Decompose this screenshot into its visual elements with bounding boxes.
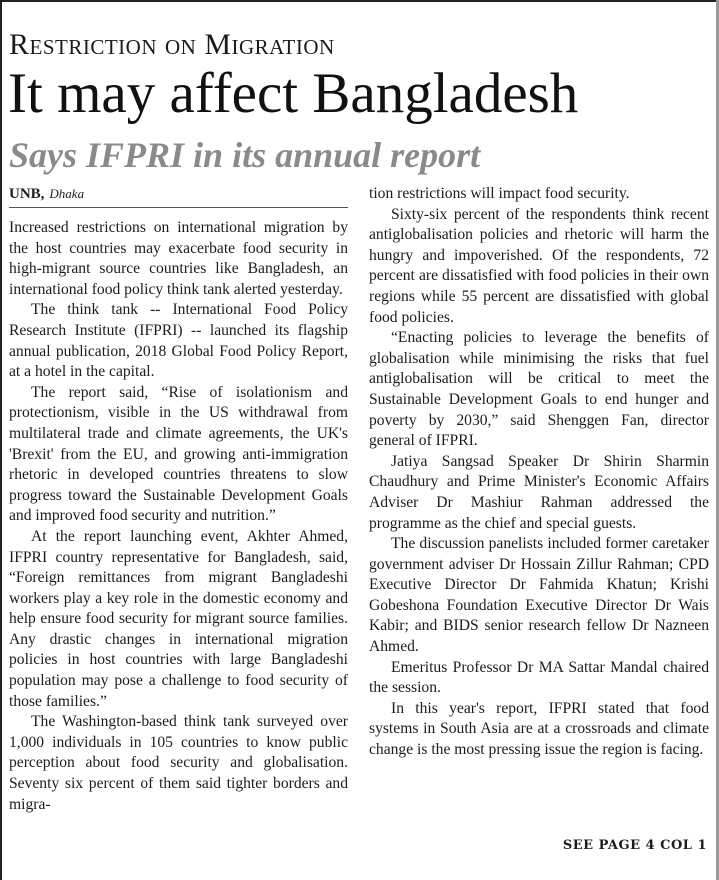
byline-rule [9, 207, 348, 208]
paragraph: The Washington-based think tank surveyed over 1,000 individuals in 105 countries to know public perception about food security and globalisation. Seventy six percent of them said tighter borders and migra- [9, 713, 348, 813]
paragraph: The report said, “Rise of isolationism and protectionism, visible in the US withdrawal from multilateral trade and climate agreements, the UK's 'Brexit' from the EU, and growing anti-immigration rhetoric in developed countries threatens to slow progress toward the Sustainable Development Goals and improved food security and nutrition.” [9, 383, 348, 525]
paragraph: At the report launching event, Akhter Ahmed, IFPRI country representative for Bangladesh, said, “Foreign remittances from migrant Bangladeshi workers play a key role in the domestic economy and help ensure food security for migrant source families. Any drastic changes in international migration policies in host countries with large Bangladeshi population may pose a challenge to food security of those families.” [9, 527, 348, 710]
paragraph: The discussion panelists included former caretaker government adviser Dr Hossain Zillur Rahman; CPD Executive Director Dr Fahmida Khatun; Krishi Gobeshona Foundation Executive Director Dr Wais Kabir; and BIDS senior research fellow Dr Nazneen Ahmed. [369, 535, 709, 656]
paragraph: tion restrictions will impact food security. [369, 185, 630, 202]
paragraph: “Enacting policies to leverage the benefits of globalisation while minimising the risks that fuel antiglobalisation will be critical to meet the Sustainable Development Goals to end hunger and poverty by 2030,” said Shenggen Fan, director general of IFPRI. [369, 329, 709, 450]
paragraph: The think tank -- International Food Policy Research Institute (IFPRI) -- launched its flagship annual publication, 2018 Global Food Policy Report, at a hotel in the capital. [9, 301, 348, 381]
headline: It may affect Bangladesh [8, 62, 579, 125]
clipping-border-left [0, 0, 2, 880]
continuation-note: SEE PAGE 4 COL 1 [562, 838, 707, 853]
byline [9, 184, 84, 204]
byline-agency: UNB, [9, 186, 45, 202]
clipping-border-top [0, 0, 719, 2]
paragraph: In this year's report, IFPRI stated that food systems in South Asia are at a crossroads and climate change is the most pressing issue the region is facing. [369, 699, 709, 759]
paragraph: Jatiya Sangsad Speaker Dr Shirin Sharmin Chaudhury and Prime Minister's Economic Affairs Adviser Dr Mashiur Rahman addressed the programme as the chief and special guests. [369, 452, 709, 532]
article-column-left [9, 218, 348, 815]
byline-place: Dhaka [49, 186, 85, 201]
kicker: Restriction on Migration [9, 28, 335, 61]
paragraph: Emeritus Professor Dr MA Sattar Mandal chaired the session. [369, 658, 709, 697]
paragraph: Increased restrictions on international migration by the host countries may exacerbate food security in high-migrant source countries like Bangladesh, an international food policy think tank alerted yesterday. [9, 219, 348, 298]
subheadline: Says IFPRI in its annual report [9, 135, 481, 175]
paragraph: Sixty-six percent of the respondents think recent antiglobalisation policies and rhetoric will harm the hungry and impoverished. Of the respondents, 72 percent are dissatisfied with food policies in their own regions while 55 percent are dissatisfied with global food policies. [369, 205, 709, 326]
article-column-right [369, 184, 709, 761]
